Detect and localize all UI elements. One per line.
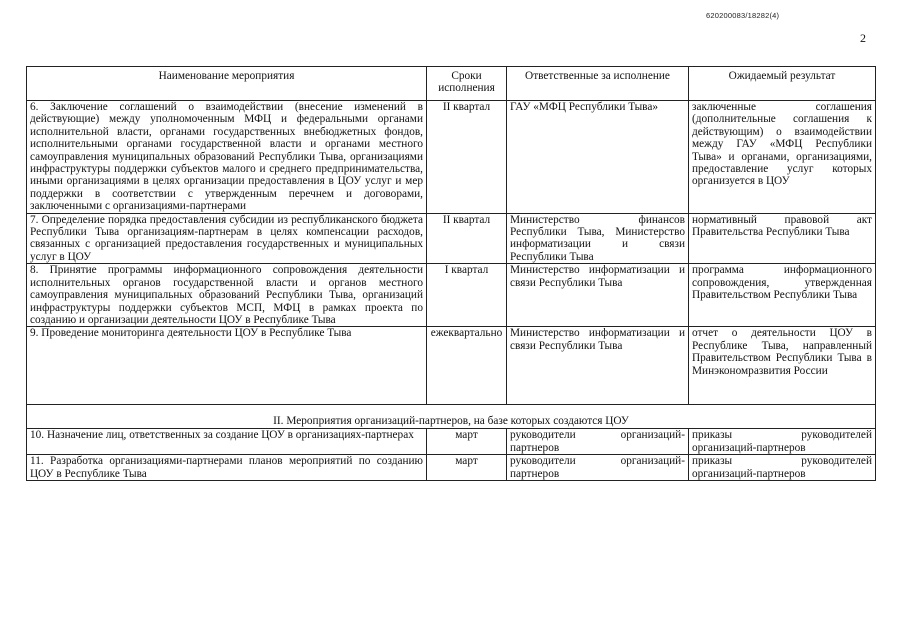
table-row bbox=[27, 264, 876, 327]
row-result: заключенные соглашения (дополнительные соглашения к действующим) о взаимодействии между ГАУ «МФЦ Республики Тыва» и органами, организациями, предоставление услуг которых организуется в ЦОУ bbox=[689, 101, 876, 214]
row-term: март bbox=[427, 455, 507, 481]
row-result: программа информационного сопровождения, утвержденная Правительством Республики Тыва bbox=[689, 264, 876, 327]
page-number: 2 bbox=[860, 31, 866, 45]
table-header-row bbox=[27, 67, 876, 101]
table-row bbox=[27, 213, 876, 264]
table-row bbox=[27, 101, 876, 214]
row-responsible: ГАУ «МФЦ Республики Тыва» bbox=[507, 101, 689, 214]
row-responsible: Министерство финансов Республики Тыва, Министерство информатизации и связи Республики Тыва bbox=[507, 213, 689, 264]
row-term: II квартал bbox=[427, 101, 507, 214]
section-row bbox=[27, 405, 876, 429]
table-row bbox=[27, 455, 876, 481]
table-row bbox=[27, 327, 876, 405]
row-term: I квартал bbox=[427, 264, 507, 327]
row-responsible: Министерство информатизации и связи Республики Тыва bbox=[507, 327, 689, 405]
document-id: 620200083/18282(4) bbox=[706, 11, 780, 20]
row-responsible: руководители организаций-партнеров bbox=[507, 455, 689, 481]
row-result: приказы руководителей организаций-партнеров bbox=[689, 455, 876, 481]
row-responsible: руководители организаций-партнеров bbox=[507, 429, 689, 455]
row-result: нормативный правовой акт Правительства Республики Тыва bbox=[689, 213, 876, 264]
activities-table bbox=[26, 66, 876, 481]
section-title: II. Мероприятия организаций-партнеров, на базе которых создаются ЦОУ bbox=[27, 405, 876, 429]
header-name: Наименование мероприятия bbox=[27, 67, 427, 101]
row-name: 10. Назначение лиц, ответственных за создание ЦОУ в организациях-партнерах bbox=[27, 429, 427, 455]
row-term: март bbox=[427, 429, 507, 455]
header-result: Ожидаемый результат bbox=[689, 67, 876, 101]
row-responsible: Министерство информатизации и связи Республики Тыва bbox=[507, 264, 689, 327]
row-term: II квартал bbox=[427, 213, 507, 264]
row-name: 6. Заключение соглашений о взаимодействии (внесение изменений в действующие) между уполномоченным МФЦ и федеральными органами исполнительной власти, органами государственных внебюджетных фондов, исполнительными органами государственной власти и органами местного самоуправления муниципальных образований Республики Тыва, организациями инфраструктуры поддержки субъектов малого и среднего предпринимательства, иными организациями в целях организации предоставления в ЦОУ услуг и мер поддержки в соответствии с утвержденным перечнем и договорами, заключенными с организациями-партнерами bbox=[27, 101, 427, 214]
header-responsible: Ответственные за исполнение bbox=[507, 67, 689, 101]
row-name: 11. Разработка организациями-партнерами планов мероприятий по созданию ЦОУ в Республике Тыва bbox=[27, 455, 427, 481]
row-name: 7. Определение порядка предоставления субсидии из республиканского бюджета Республики Тыва организациям-партнерам в целях компенсации расходов, связанных с организацией предоставления государственных и муниципальных услуг в ЦОУ bbox=[27, 213, 427, 264]
row-name: 8. Принятие программы информационного сопровождения деятельности исполнительных органов государственной власти и органов местного самоуправления муниципальных образований Республики Тыва, организаций инфраструктуры поддержки субъектов МСП, МФЦ в рамках проекта по созданию и организации деятельности ЦОУ в Республике Тыва bbox=[27, 264, 427, 327]
row-result: отчет о деятельности ЦОУ в Республике Тыва, направленный Правительством Республики Тыва в Минэкономразвития России bbox=[689, 327, 876, 405]
row-result: приказы руководителей организаций-партнеров bbox=[689, 429, 876, 455]
header-term: Сроки исполнения bbox=[427, 67, 507, 101]
row-term: ежеквартально bbox=[427, 327, 507, 405]
row-name: 9. Проведение мониторинга деятельности ЦОУ в Республике Тыва bbox=[27, 327, 427, 405]
table-row bbox=[27, 429, 876, 455]
